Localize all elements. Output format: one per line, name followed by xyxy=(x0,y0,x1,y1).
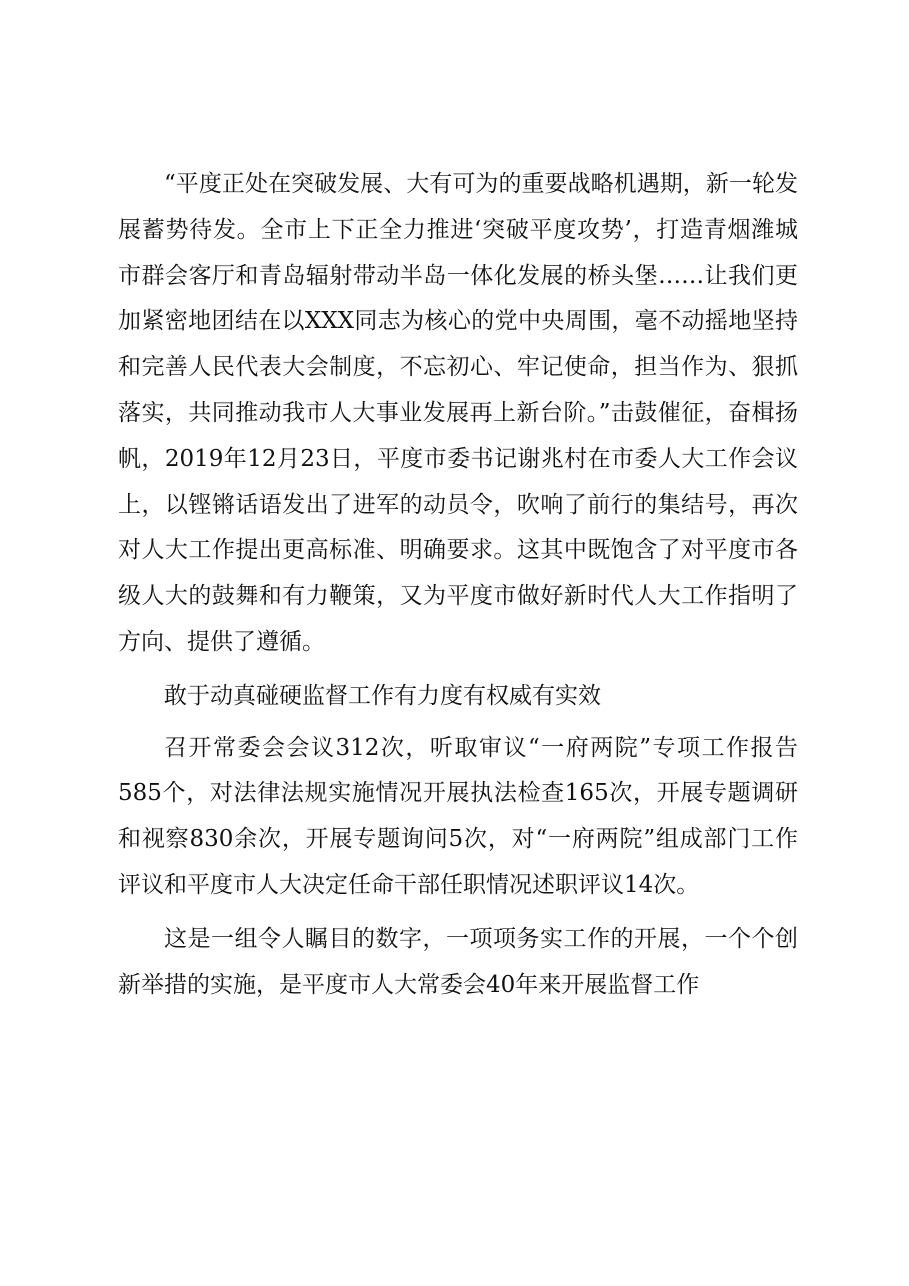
paragraph-statistics: 召开常委会会议312次，听取审议“一府两院”专项工作报告585个，对法律法规实施情况开展执法检查165次，开展专题调研和视察830余次，开展专题询问5次，对“一府两院”组成部门工作评议和平度市人大决定任命干部任职情况述职评议14次。 xyxy=(118,734,798,898)
paragraph-summary: 这是一组令人瞩目的数字，一项项务实工作的开展，一个个创新举措的实施，是平度市人大常委会40年来开展监督工作 xyxy=(118,925,798,998)
paragraph-intro: “平度正处在突破发展、大有可为的重要战略机遇期，新一轮发展蓄势待发。全市上下正全力推进‘突破平度攻势’，打造青烟潍城市群会客厅和青岛辐射带动半岛一体化发展的桥头堡……让我们更加紧密地团结在以XXX同志为核心的党中央周围，毫不动摇地坚持和完善人民代表大会制度，不忘初心、牢记使命，担当作为、狠抓落实，共同推动我市人大事业发展再上新台阶。”击鼓催征，奋楫扬帆，2019年12月23日，平度市委书记谢兆村在市委人大工作会议上，以铿锵话语发出了进军的动员令，吹响了前行的集结号，再次对人大工作提出更高标准、明确要求。这其中既饱含了对平度市各级人大的鼓舞和有力鞭策，又为平度市做好新时代人大工作指明了方向、提供了遵循。 xyxy=(118,171,798,655)
document-body xyxy=(118,162,798,1016)
section-heading: 敢于动真碰硬监督工作有力度有权威有实效 xyxy=(164,682,601,709)
